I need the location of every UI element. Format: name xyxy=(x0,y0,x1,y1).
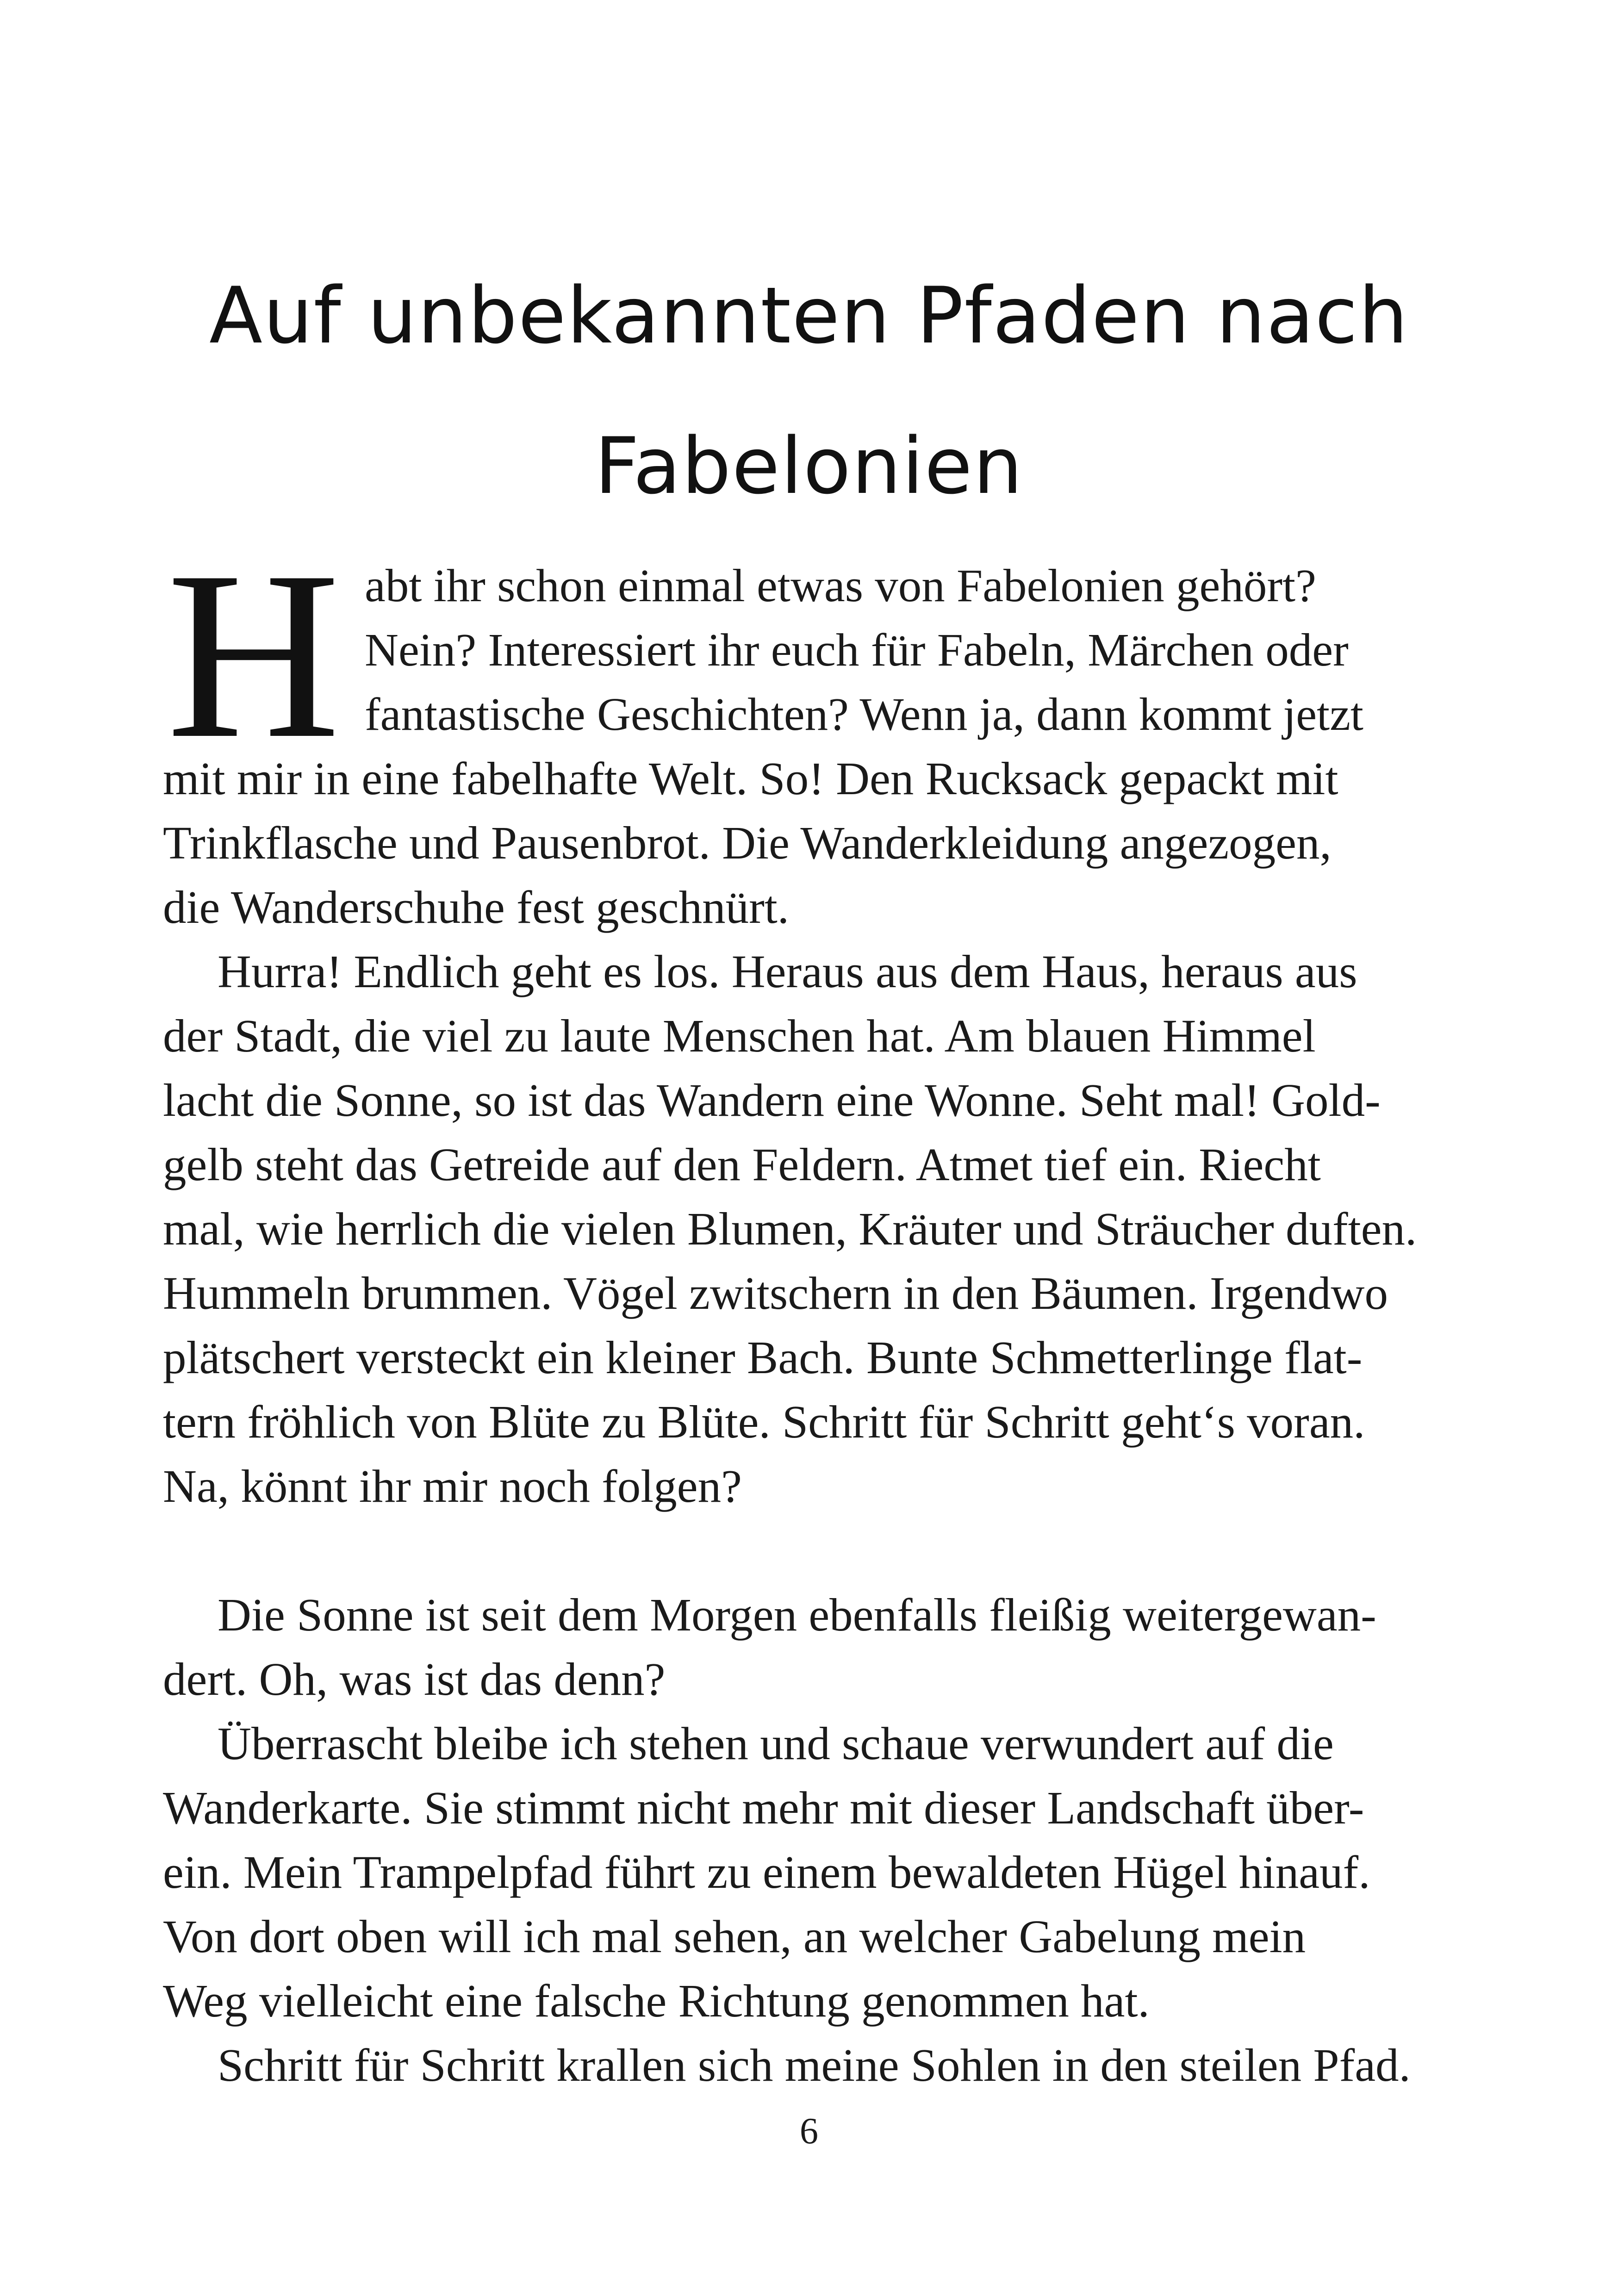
text-line: Hummeln brummen. Vögel zwitschern in den Bäumen. Irgendwo xyxy=(163,1267,1388,1319)
text-line: Trinkflasche und Pausenbrot. Die Wanderkleidung angezogen, xyxy=(163,817,1332,869)
text-line: dert. Oh, was ist das denn? xyxy=(163,1653,666,1705)
paragraph xyxy=(163,1583,1413,1711)
text-line: mal, wie herrlich die vielen Blumen, Kräuter und Sträucher duften. xyxy=(163,1203,1417,1255)
text-line: Wanderkarte. Sie stimmt nicht mehr mit dieser Landschaft über- xyxy=(163,1782,1364,1834)
text-line: Schritt für Schritt krallen sich meine Sohlen in den steilen Pfad. xyxy=(218,2039,1411,2091)
text-line: fantastische Geschichten? Wenn ja, dann kommt jetzt xyxy=(365,688,1363,740)
paragraph xyxy=(163,1711,1413,2033)
paragraph xyxy=(163,940,1417,1518)
chapter-body xyxy=(163,522,1417,2097)
text-line: Überrascht bleibe ich stehen und schaue verwundert auf die xyxy=(218,1717,1334,1769)
chapter-title-line: Fabelonien xyxy=(594,421,1024,511)
text-line: gelb steht das Getreide auf den Feldern. Atmet tief ein. Riecht xyxy=(163,1139,1321,1190)
drop-cap: H xyxy=(167,522,341,788)
text-line: plätschert versteckt ein kleiner Bach. Bunte Schmetterlinge flat- xyxy=(163,1332,1363,1383)
section-break xyxy=(163,1518,1413,1583)
text-line: der Stadt, die viel zu laute Menschen hat. Am blauen Himmel xyxy=(163,1010,1316,1062)
text-line: Hurra! Endlich geht es los. Heraus aus dem Haus, heraus aus xyxy=(218,946,1357,997)
text-line: Na, könnt ihr mir noch folgen? xyxy=(163,1460,742,1512)
text-line: lacht die Sonne, so ist das Wandern eine Wonne. Seht mal! Gold- xyxy=(163,1074,1381,1126)
opening-paragraph xyxy=(163,522,1413,940)
text-line: Nein? Interessiert ihr euch für Fabeln, Märchen oder xyxy=(365,624,1349,676)
paragraph xyxy=(163,2033,1413,2097)
text-line: abt ihr schon einmal etwas von Fabelonien gehört? xyxy=(365,560,1316,611)
text-line: ein. Mein Trampelpfad führt zu einem bewaldeten Hügel hinauf. xyxy=(163,1846,1370,1898)
text-line: Von dort oben will ich mal sehen, an welcher Gabelung mein xyxy=(163,1910,1306,1962)
text-line: Die Sonne ist seit dem Morgen ebenfalls fleißig weitergewan- xyxy=(218,1589,1376,1641)
text-line: tern fröhlich von Blüte zu Blüte. Schritt für Schritt geht‘s voran. xyxy=(163,1396,1365,1448)
text-line: Weg vielleicht eine falsche Richtung genommen hat. xyxy=(163,1975,1150,2027)
chapter-title-line: Auf unbekannten Pfaden nach xyxy=(209,270,1409,361)
text-line: mit mir in eine fabelhafte Welt. So! Den Rucksack gepackt mit xyxy=(163,753,1338,804)
chapter-title xyxy=(139,241,1479,541)
page-number: 6 xyxy=(800,2111,818,2152)
text-line: die Wanderschuhe fest geschnürt. xyxy=(163,881,790,933)
